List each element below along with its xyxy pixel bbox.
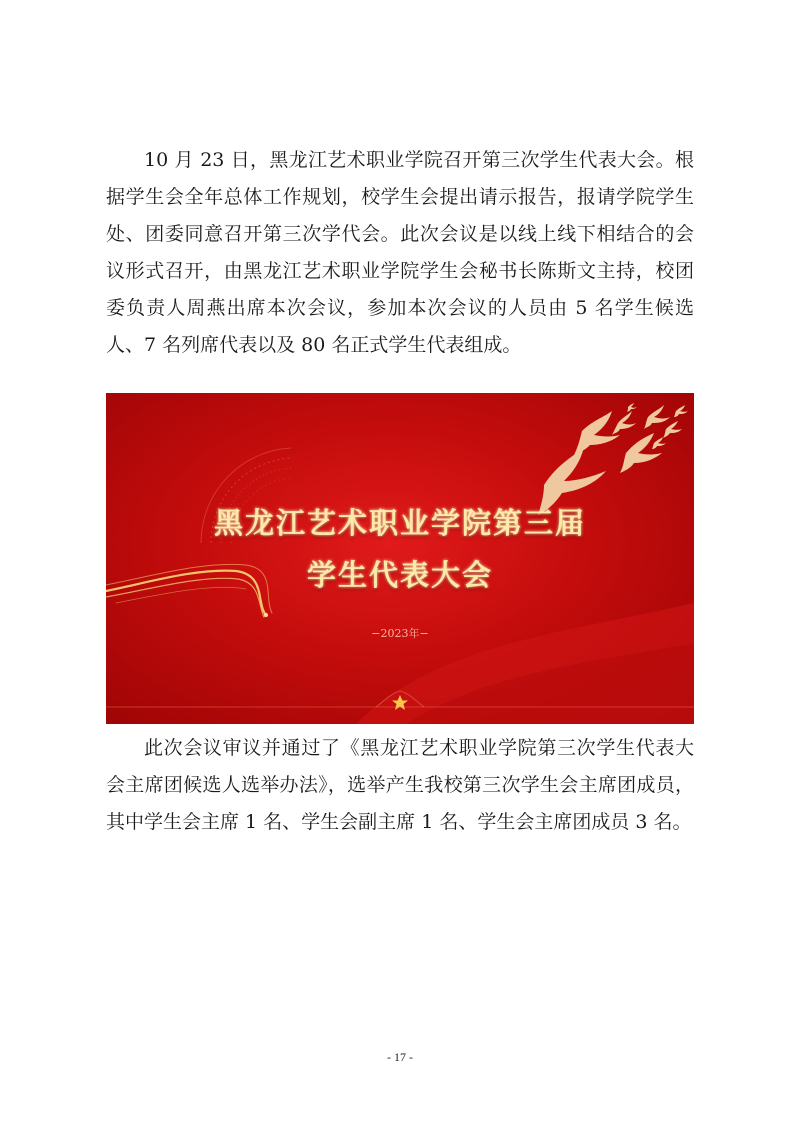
dove-flock-icon	[538, 403, 688, 515]
banner-title-line-2: 学生代表大会	[306, 558, 493, 592]
banner-title-line-1: 黑龙江艺术职业学院第三届	[213, 506, 586, 540]
body-paragraph-2: 此次会议审议并通过了《黑龙江艺术职业学院第三次学生代表大会主席团候选人选举办法》，选举产生我校第三次学生会主席团成员，其中学生会主席 1 名、学生会副主席 1 名、学生会主席团成员 3 名。	[106, 737, 694, 833]
page-number: - 17 -	[387, 1050, 413, 1064]
banner-year: −2023年−	[371, 627, 429, 640]
body-paragraph-1: 10 月 23 日，黑龙江艺术职业学院召开第三次学生代表大会。根据学生会全年总体工作规划，校学生会提出请示报告，报请学院学生处、团委同意召开第三次学代会。此次会议是以线上线下相结合的会议形式召开，由黑龙江艺术职业学院学生会秘书长陈斯文主持，校团委负责人周燕出席本次会议，参加本次会议的人员由 5 名学生候选人、7 名列席代表以及 80 名正式学生代表组成。	[106, 149, 694, 356]
event-banner-image	[106, 393, 694, 724]
